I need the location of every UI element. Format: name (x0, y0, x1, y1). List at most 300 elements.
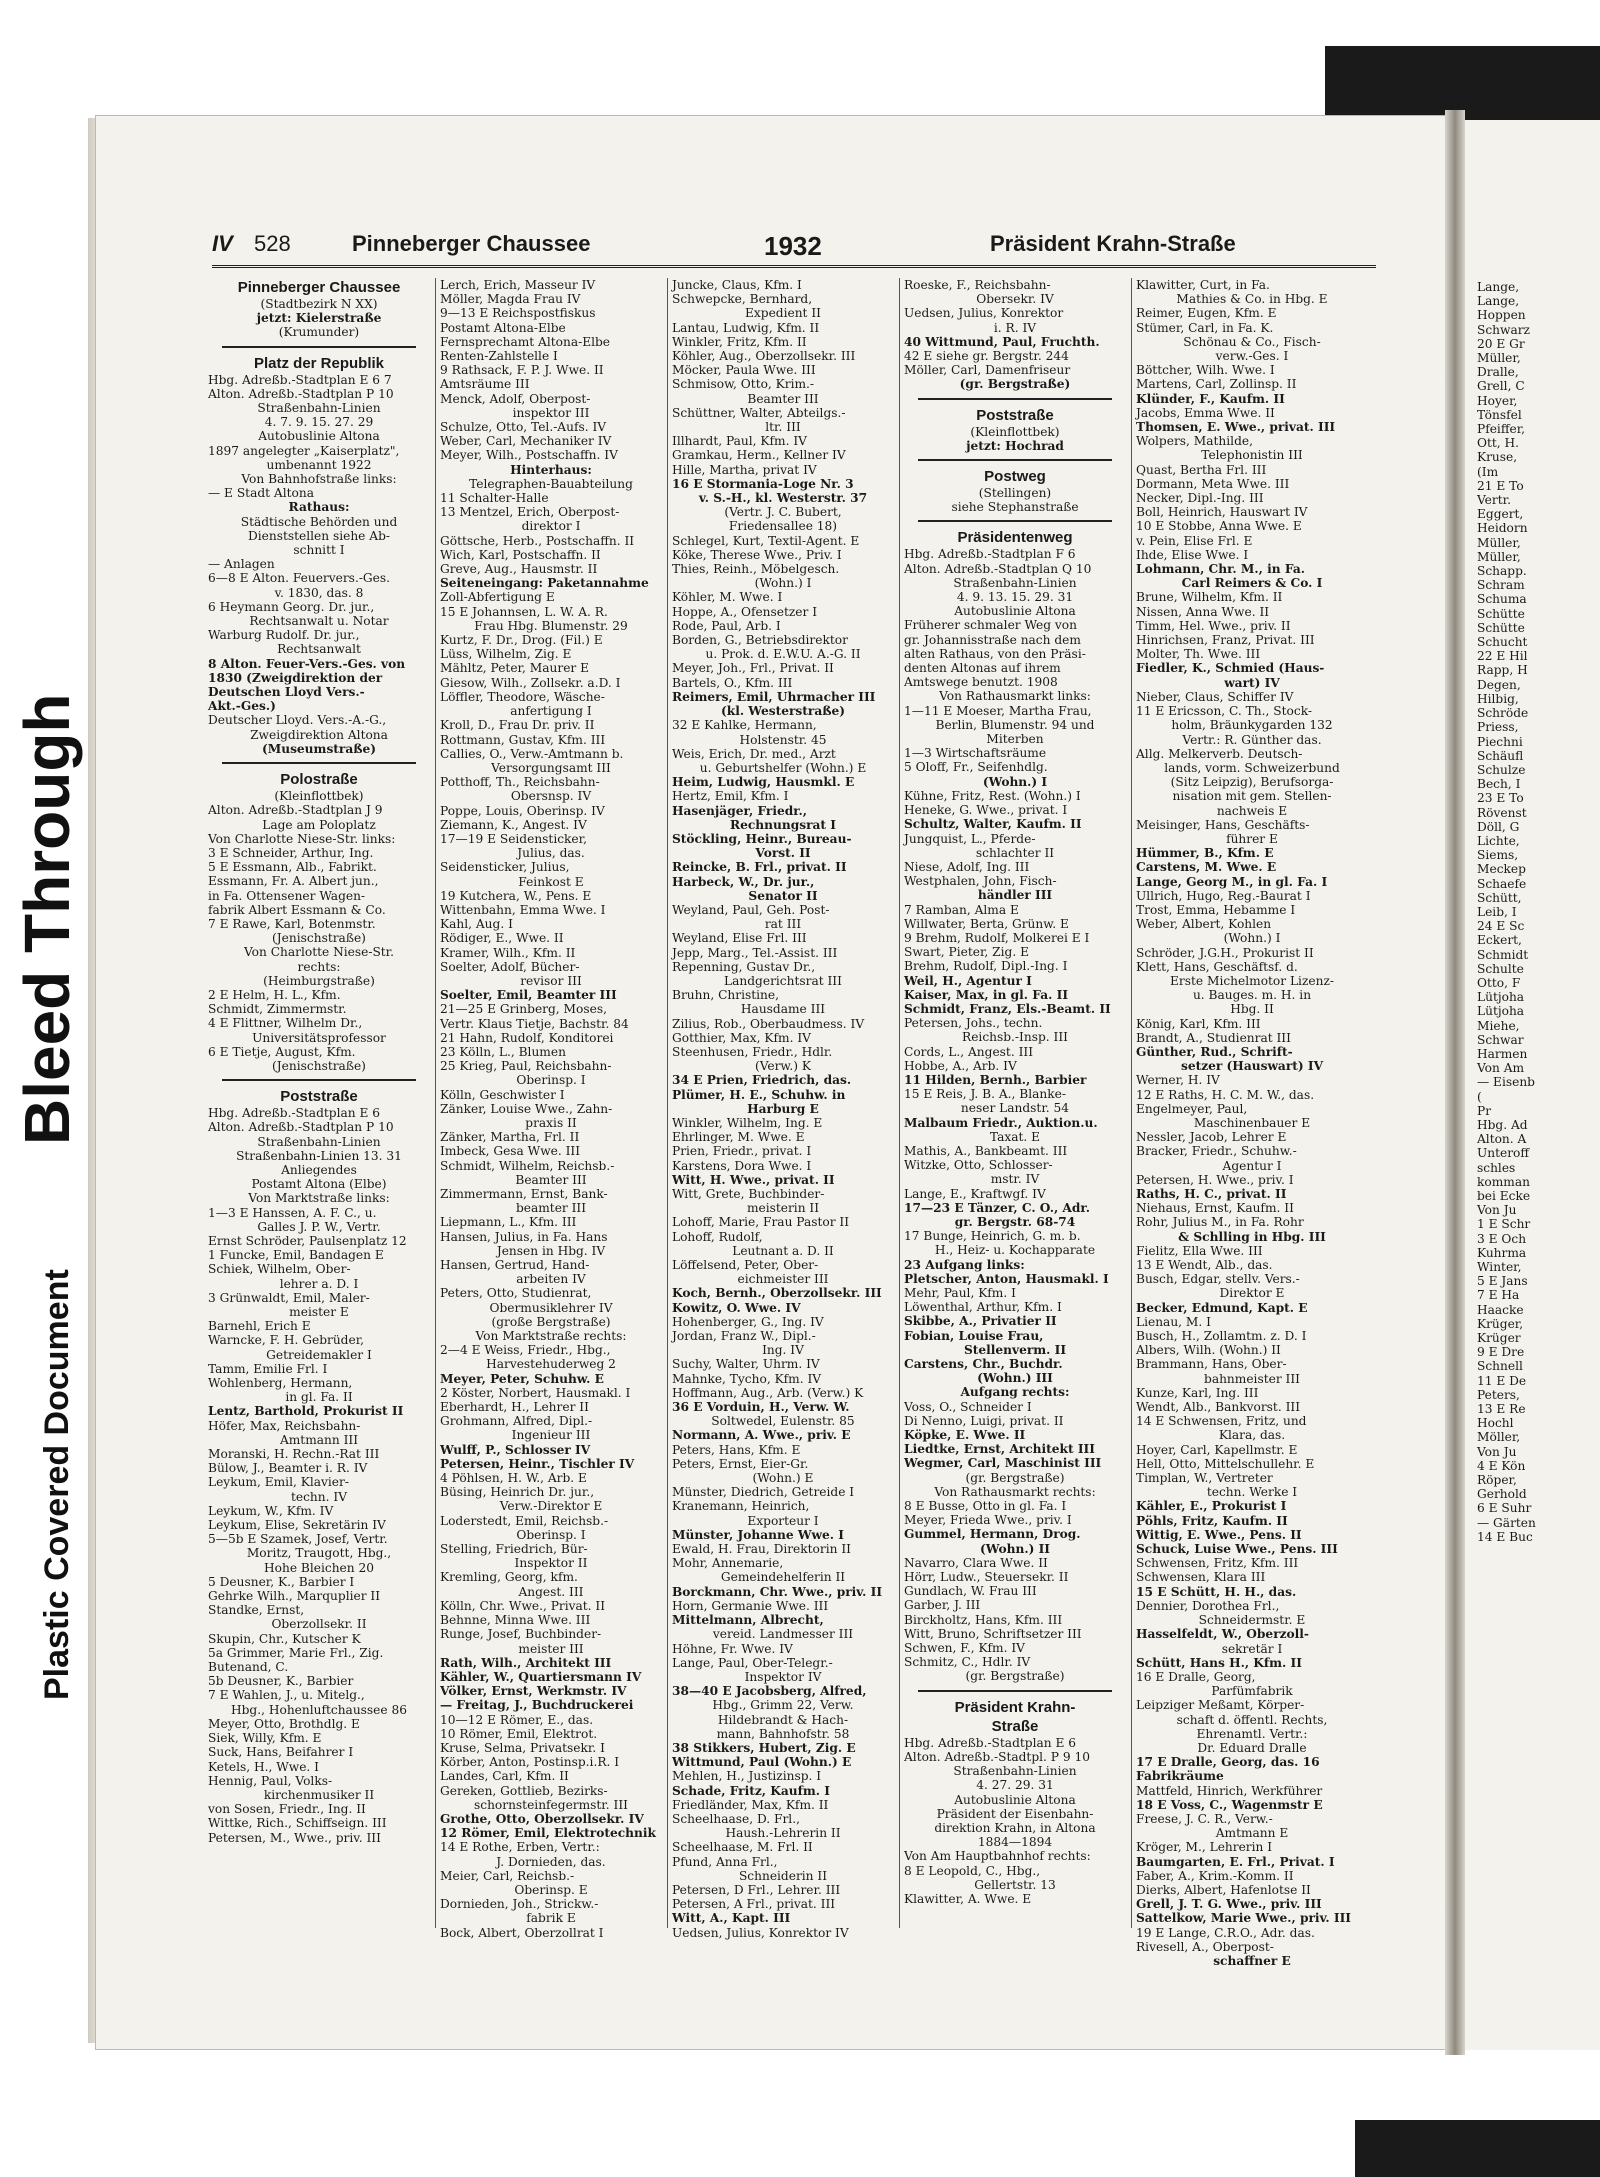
directory-entry: Jungquist, L., Pferde- (904, 831, 1036, 846)
directory-entry: vereid. Landmesser III (712, 1627, 854, 1642)
directory-entry: Gellertstr. 13 (974, 1877, 1056, 1892)
directory-entry: Pletscher, Anton, Hausmakl. I (904, 1271, 1109, 1286)
directory-entry: meister E (289, 1305, 349, 1319)
directory-entry: Höhne, Fr. Wwe. IV (672, 1641, 793, 1656)
directory-entry: Ernst Schröder, Paulsenplatz 12 (208, 1233, 407, 1248)
street-heading: Platz der Republik (253, 354, 385, 372)
next-page-entry: Röper, (1477, 1473, 1517, 1488)
next-page-entry: Hochl (1477, 1416, 1514, 1431)
directory-entry: Weyland, Paul, Geh. Post- (672, 902, 830, 917)
directory-entry: Behnne, Minna Wwe. III (440, 1613, 591, 1628)
directory-entry: rat III (764, 917, 802, 932)
directory-entry: Molter, Th. Wwe. III (1136, 647, 1261, 662)
directory-entry: Engelmeyer, Paul, (1136, 1101, 1248, 1116)
next-page-entry: Schütt, (1477, 890, 1522, 905)
directory-entry: Senator II (748, 888, 818, 903)
directory-entry: Kunze, Karl, Ing. III (1136, 1385, 1259, 1400)
directory-entry: Lage am Poloplatz (262, 817, 376, 832)
directory-entry: jetzt: Hochrad (966, 438, 1064, 453)
directory-entry: 5a Grimmer, Marie Frl., Zig. (208, 1645, 384, 1660)
directory-entry: Reimer, Eugen, Kfm. E (1136, 306, 1277, 321)
next-page-entry: Kuhrma (1477, 1245, 1527, 1260)
directory-entry: Rode, Paul, Arb. I (672, 618, 781, 633)
directory-entry: Friedländer, Max, Kfm. II (672, 1797, 829, 1812)
directory-entry: Carstens, Chr., Buchdr. (904, 1357, 1063, 1372)
directory-entry: Soelter, Adolf, Bücher- (440, 959, 580, 974)
directory-entry: eichmeister III (737, 1272, 829, 1287)
directory-entry: Möller, Carl, Damenfriseur (904, 363, 1071, 378)
directory-entry: Di Nenno, Luigi, privat. II (904, 1413, 1064, 1428)
next-page-entry: schles (1477, 1160, 1516, 1175)
directory-entry: Mittelmann, Albrecht, (672, 1613, 824, 1628)
directory-entry: (Wohn.) I (754, 576, 812, 591)
directory-entry: Menck, Adolf, Oberpost- (440, 391, 591, 406)
directory-entry: Schneiderin II (738, 1868, 828, 1883)
directory-entry: Pöhls, Fritz, Kaufm. II (1136, 1513, 1288, 1528)
directory-entry: Borckmann, Chr. Wwe., priv. II (672, 1584, 883, 1599)
directory-entry: Universitätsprofessor (252, 1030, 386, 1045)
directory-entry: Ingenieur III (511, 1428, 591, 1443)
directory-entry: Becker, Edmund, Kapt. E (1136, 1300, 1308, 1315)
next-page-entry: 1 E Schr (1477, 1217, 1531, 1232)
next-page-entry: Hoppen (1477, 308, 1526, 323)
directory-entry: von Sosen, Friedr., Ing. II (208, 1802, 366, 1817)
directory-entry: Karstens, Dora Wwe. I (672, 1158, 812, 1173)
directory-entry: Bracker, Friedr., Schuhw.- (1136, 1144, 1297, 1159)
directory-entry: Leykum, Elise, Sekretärin IV (208, 1518, 386, 1533)
next-page-entry: — Eisenb (1477, 1075, 1535, 1090)
directory-entry: Obersnsp. IV (510, 789, 592, 804)
directory-entry: ltr. III (765, 420, 801, 435)
directory-entry: Schmidt, Zimmermstr. (208, 1002, 347, 1017)
directory-entry: Mehr, Paul, Kfm. I (904, 1286, 1016, 1300)
directory-entry: Hoppe, A., Ofensetzer I (672, 604, 818, 619)
directory-entry: Wich, Karl, Postschaffn. II (440, 547, 601, 562)
directory-entry: Boll, Heinrich, Hauswart IV (1136, 505, 1308, 520)
directory-entry: Potthoff, Th., Reichsbahn- (440, 775, 600, 790)
directory-entry: Münster, Johanne Wwe. I (672, 1527, 844, 1542)
next-page-fragment (1465, 120, 1600, 2050)
directory-entry: Dornieden, Joh., Strickw.- (440, 1897, 599, 1912)
directory-entry: Callies, O., Verw.-Amtmann b. (440, 746, 624, 761)
directory-entry: (Kleinflottbek) (274, 789, 364, 804)
directory-entry: Winkler, Wilhelm, Ing. E (672, 1115, 823, 1130)
directory-entry: Ketels, H., Wwe. I (208, 1759, 319, 1774)
next-page-entry: Schulte (1477, 961, 1524, 976)
directory-entry: Deutschen Lloyd Vers.- (208, 685, 365, 700)
directory-entry: Witt, Grete, Buchbinder- (672, 1187, 825, 1201)
directory-entry: Dennier, Dorothea Frl., (1136, 1598, 1280, 1613)
directory-entry: Barnehl, Erich E (208, 1319, 311, 1334)
directory-entry: Ihde, Elise Wwe. I (1136, 547, 1249, 562)
directory-entry: Oberinsp. I (516, 1527, 586, 1542)
directory-entry: & Schlling in Hbg. III (1178, 1229, 1326, 1244)
directory-entry: Hbg. II (1230, 1002, 1274, 1017)
directory-entry: 5 Oloff, Fr., Seifenhdlg. (904, 760, 1048, 775)
directory-entry: nachweis E (1216, 803, 1288, 818)
directory-entry: (Jenischstraße) (272, 1058, 366, 1073)
directory-entry: Hildebrandt & Hach- (717, 1712, 849, 1727)
directory-entry: Stelling, Friedrich, Bür- (440, 1542, 588, 1557)
directory-entry: Schneidermstr. E (1198, 1613, 1306, 1628)
directory-entry: Jacobs, Emma Wwe. II (1136, 405, 1275, 420)
directory-entry: mann, Bahnhofstr. 58 (716, 1726, 850, 1741)
directory-entry: Seidensticker, Julius, (440, 860, 570, 875)
directory-entry: Kruse, Selma, Privatsekr. I (440, 1740, 605, 1755)
next-page-entry: Lange, (1477, 294, 1520, 309)
directory-entry: Kaiser, Max, in gl. Fa. II (904, 987, 1069, 1002)
directory-entry: Völker, Ernst, Werkmstr. IV (440, 1684, 627, 1699)
directory-entry: Hasselfeldt, W., Oberzoll- (1136, 1627, 1309, 1642)
directory-entry: fabrik E (526, 1911, 576, 1926)
directory-entry: Kahl, Aug. I (440, 917, 513, 932)
directory-entry: 5 E Essmann, Alb., Fabrikt. (208, 860, 377, 875)
directory-entry: Straßenbahn-Linien (257, 1134, 381, 1149)
next-page-entry: Lichte, (1477, 833, 1520, 848)
directory-entry: Lerch, Erich, Masseur IV (440, 278, 596, 292)
scan-black-tab-bottom (1355, 2120, 1600, 2177)
directory-entry: wart) IV (1224, 675, 1280, 690)
directory-entry: Bock, Albert, Oberzollrat I (440, 1925, 604, 1940)
directory-entry: Hbg., Grimm 22, Verw. (712, 1698, 854, 1713)
directory-entry: Petersen, M., Wwe., priv. III (208, 1830, 381, 1845)
directory-entry: Navarro, Clara Wwe. II (904, 1555, 1048, 1570)
directory-entry: alten Rathaus, von den Präsi- (904, 646, 1086, 661)
directory-entry: 1897 angelegter „Kaiserplatz", (208, 443, 400, 458)
next-page-entry: Müller, (1477, 535, 1521, 550)
directory-entry: Zänker, Martha, Frl. II (440, 1130, 580, 1145)
directory-entry: Mathies & Co. in Hbg. E (1176, 292, 1328, 307)
directory-entry: Rivesell, A., Oberpost- (1136, 1939, 1274, 1954)
directory-entry: Moranski, H. Rechn.-Rat III (208, 1447, 380, 1462)
directory-entry: 11 Hilden, Bernh., Barbier (904, 1072, 1087, 1087)
directory-entry: Amtmann III (279, 1432, 359, 1447)
directory-entry: Löffelsend, Peter, Ober- (672, 1258, 819, 1273)
directory-entry: mstr. IV (990, 1172, 1040, 1187)
directory-entry: (Stadtbezirk N XX) (260, 297, 378, 311)
directory-entry: jetzt: Kielerstraße (256, 311, 382, 326)
directory-entry: Witt, Bruno, Schriftsetzer III (904, 1626, 1082, 1641)
directory-entry: siehe Stephanstraße (951, 500, 1079, 515)
directory-entry: Witzke, Otto, Schlosser- (904, 1158, 1053, 1173)
directory-entry: Suchy, Walter, Uhrm. IV (672, 1357, 820, 1372)
directory-entry: Hansen, Julius, in Fa. Hans (440, 1229, 608, 1244)
next-page-column (1477, 280, 1597, 2035)
next-page-entry: Grell, C (1477, 379, 1525, 394)
directory-entry: Deutscher Lloyd. Vers.-A.-G., (208, 713, 387, 728)
directory-entry: Fiedler, K., Schmied (Haus- (1136, 661, 1325, 676)
directory-entry: v. S.-H., kl. Westerstr. 37 (698, 491, 868, 506)
directory-entry: Hell, Otto, Mittelschullehr. E (1136, 1456, 1315, 1471)
directory-entry: Hertz, Emil, Kfm. I (672, 789, 789, 804)
directory-entry: Löwenthal, Arthur, Kfm. I (904, 1300, 1062, 1315)
directory-entry: Lohoff, Rudolf, (672, 1229, 763, 1244)
directory-entry: Hbg. Adreßb.-Stadtplan E 6 (904, 1735, 1076, 1750)
directory-entry: Straßenbahn-Linien (257, 401, 381, 416)
directory-entry: Hennig, Paul, Volks- (208, 1773, 333, 1788)
directory-entry: Kähler, E., Prokurist I (1136, 1499, 1287, 1514)
section-rule (918, 459, 1112, 461)
directory-entry: Von Charlotte Niese-Str. (243, 945, 395, 960)
directory-entry: Hille, Martha, privat IV (672, 462, 817, 477)
directory-entry: 8 Alton. Feuer-Vers.-Ges. von (208, 656, 406, 671)
directory-entry: Uedsen, Julius, Konrektor (904, 306, 1064, 321)
directory-entry: 17—23 E Tänzer, C. O., Adr. (904, 1200, 1090, 1215)
next-page-entry: Hbg. Ad (1477, 1117, 1528, 1132)
directory-entry: 9 Rathsack, F. P. J. Wwe. II (440, 363, 604, 378)
directory-entry: Siek, Willy, Kfm. E (208, 1731, 322, 1746)
directory-entry: Versorgungsamt III (491, 760, 611, 775)
directory-entry: Lentz, Barthold, Prokurist II (208, 1404, 404, 1419)
directory-entry: Petersen, D Frl., Lehrer. III (672, 1882, 841, 1897)
directory-entry: Harbeck, W., Dr. jur., (672, 874, 815, 889)
directory-entry: i. R. IV (993, 320, 1037, 335)
directory-entry: Plümer, H. E., Schuhw. in (672, 1087, 846, 1102)
directory-entry: J. Dornieden, das. (496, 1854, 606, 1869)
next-page-entry: Schapp. (1477, 564, 1527, 579)
directory-entry: Früherer schmaler Weg von (904, 618, 1077, 633)
directory-entry: Leykum, W., Kfm. IV (208, 1503, 334, 1518)
next-page-entry: Heidorn (1477, 521, 1528, 536)
next-page-entry: Krüger, (1477, 1316, 1524, 1331)
directory-entry: setzer (Hauswart) IV (1180, 1059, 1324, 1074)
directory-entry: Rottmann, Gustav, Kfm. III (440, 732, 606, 747)
directory-entry: Rödiger, E., Wwe. II (440, 931, 564, 946)
directory-entry: 13 E Wendt, Alb., das. (1136, 1258, 1273, 1273)
next-page-entry: Krüger (1477, 1331, 1521, 1346)
directory-entry: Mohr, Annemarie, (672, 1556, 784, 1571)
directory-entry: Faber, A., Krim.-Komm. II (1136, 1868, 1294, 1883)
directory-entry: v. 1830, das. 8 (274, 585, 364, 600)
directory-entry: anfertigung I (510, 704, 592, 719)
directory-entry: Liedtke, Ernst, Architekt III (904, 1442, 1095, 1457)
directory-entry: Jensen in Hbg. IV (496, 1243, 606, 1258)
next-page-entry: Eckert, (1477, 933, 1522, 948)
section-rule (222, 346, 416, 348)
directory-entry: 14 E Rothe, Erben, Vertr.: (440, 1840, 600, 1855)
directory-entry: — Freitag, J., Buchdruckerei (440, 1698, 634, 1713)
directory-entry: Hohenberger, G., Ing. IV (672, 1314, 824, 1329)
next-page-entry: Schmidt (1477, 947, 1529, 962)
directory-entry: gr. Johannisstraße nach dem (904, 632, 1081, 647)
directory-entry: Ehrenamtl. Vertr.: (1196, 1726, 1308, 1741)
directory-entry: Wohlenberg, Hermann, (208, 1376, 353, 1391)
directory-entry: Thies, Reinh., Möbelgesch. (672, 562, 840, 577)
directory-entry: techn. Werke I (1206, 1485, 1298, 1500)
directory-entry: Poppe, Louis, Oberinsp. IV (440, 803, 605, 818)
next-page-entry: Ott, H. (1477, 436, 1520, 451)
directory-entry: Günther, Rud., Schrift- (1136, 1044, 1293, 1059)
directory-entry: Köhler, Aug., Oberzollsekr. III (672, 349, 856, 364)
directory-entry: sekretär I (1221, 1641, 1283, 1656)
directory-entry: Uedsen, Julius, Konrektor IV (672, 1925, 849, 1940)
directory-entry: Hansen, Gertrud, Hand- (440, 1258, 590, 1273)
directory-entry: Brehm, Rudolf, Dipl.-Ing. I (904, 959, 1068, 974)
directory-entry: Petersen, Johs., techn. (904, 1016, 1043, 1031)
directory-entry: 18 E Voss, C., Wagenmstr E (1136, 1797, 1323, 1812)
directory-entry: Von Marktstraße links: (248, 1191, 390, 1206)
directory-entry: Brune, Wilhelm, Kfm. II (1136, 590, 1283, 605)
directory-entry: Hümmer, B., Kfm. E (1136, 846, 1274, 861)
directory-entry: Autobuslinie Altona (258, 429, 380, 444)
directory-entry: praxis II (525, 1115, 577, 1130)
directory-entry: (gr. Bergstraße) (965, 1470, 1065, 1485)
directory-entry: Moritz, Traugott, Hbg., (246, 1546, 392, 1561)
directory-entry: Klawitter, A. Wwe. E (904, 1891, 1032, 1906)
directory-entry: Carstens, M. Wwe. E (1136, 860, 1277, 875)
directory-entry: Essmann, Fr. A. Albert jun., (208, 874, 379, 889)
directory-entry: nisation mit gem. Stellen- (1172, 789, 1332, 804)
directory-entry: — Anlagen (208, 557, 275, 572)
directory-entry: (Wohn.) II (980, 1541, 1050, 1556)
directory-entry: Harvestehuderweg 2 (486, 1357, 616, 1372)
directory-entry: Reichsb.-Insp. III (962, 1030, 1068, 1045)
directory-entry: Necker, Dipl.-Ing. III (1136, 491, 1264, 506)
next-page-entry: Schröde (1477, 706, 1529, 721)
next-page-entry: 4 E Kön (1477, 1458, 1526, 1473)
directory-column-5 (1136, 278, 1368, 1968)
directory-entry: Obermusiklehrer IV (489, 1300, 613, 1315)
directory-entry: 40 Wittmund, Paul, Fruchth. (904, 334, 1100, 349)
directory-entry: Akt.-Ges.) (208, 699, 276, 714)
directory-entry: (Wohn.) III (977, 1371, 1053, 1386)
directory-entry: 16 E Stormania-Loge Nr. 3 (672, 476, 854, 491)
directory-entry: Agentur I (1222, 1158, 1282, 1173)
next-page-entry: Schütte (1477, 620, 1525, 635)
directory-entry: (Sitz Leipzig), Berufsorga- (1170, 775, 1334, 790)
directory-entry: 10—12 E Römer, E., das. (440, 1712, 594, 1727)
directory-entry: bahnmeister III (1204, 1371, 1300, 1386)
directory-entry: Amtsräume III (440, 377, 530, 392)
directory-entry: Horn, Germanie Wwe. III (672, 1598, 829, 1613)
directory-entry: Dr. Eduard Dralle (1197, 1740, 1307, 1755)
directory-entry: 8 E Leopold, C., Hbg., (904, 1863, 1041, 1878)
directory-entry: 25 Krieg, Paul, Reichsbahn- (440, 1059, 612, 1074)
directory-entry: (Kleinflottbek) (970, 424, 1060, 439)
directory-entry: Dienststellen siehe Ab- (247, 528, 390, 543)
directory-entry: Gundlach, W. Frau III (904, 1584, 1037, 1599)
directory-entry: 36 E Vorduin, H., Verw. W. (672, 1400, 850, 1415)
directory-entry: Weil, H., Agentur I (904, 973, 1032, 988)
directory-entry: (Verw.) K (754, 1059, 812, 1074)
directory-entry: 14 E Schwensen, Fritz, und (1136, 1414, 1307, 1429)
directory-entry: schornsteinfegermstr. III (473, 1797, 628, 1812)
directory-entry: 7 E Rawe, Karl, Botenmstr. (208, 916, 376, 931)
directory-entry: Hoffmann, Aug., Arb. (Verw.) K (672, 1385, 864, 1400)
directory-entry: 34 E Prien, Friedrich, das. (672, 1073, 852, 1088)
directory-entry: 1830 (Zweigdirektion der (208, 670, 383, 685)
directory-entry: Amtswege benutzt. 1908 (904, 675, 1058, 690)
directory-entry: (große Bergstraße) (491, 1314, 611, 1329)
directory-entry: Swart, Pieter, Zig. E (904, 945, 1029, 960)
directory-entry: Reincke, B. Frl., privat. II (672, 860, 847, 875)
directory-entry: Miterben (986, 732, 1044, 747)
directory-entry: 2—4 E Weiss, Friedr., Hbg., (440, 1343, 611, 1358)
directory-entry: Lange, Georg M., in gl. Fa. I (1136, 874, 1328, 889)
directory-entry: (Heimburgstraße) (263, 973, 375, 988)
directory-entry: Scheelhaase, M. Frl. II (672, 1840, 813, 1855)
directory-entry: u. Bauges. m. H. in (1192, 988, 1312, 1003)
next-page-entry: Pfeiffer, (1477, 422, 1526, 437)
directory-entry: Steenhusen, Friedr., Hdlr. (672, 1044, 833, 1059)
directory-entry: Loderstedt, Emil, Reichsb.- (440, 1513, 609, 1528)
page-header (212, 225, 1376, 268)
directory-entry: Von Charlotte Niese-Str. links: (208, 831, 396, 846)
next-page-entry: 9 E Dre (1477, 1345, 1525, 1360)
directory-entry: schaft d. öffentl. Rechts, (1176, 1712, 1328, 1727)
directory-entry: Hinrichsen, Franz, Privat. III (1136, 633, 1315, 648)
directory-entry: Hbg. Adreßb.-Stadtplan E 6 7 (208, 372, 392, 387)
directory-entry: Holstenstr. 45 (739, 732, 827, 747)
directory-entry: Niehaus, Ernst, Kaufm. II (1136, 1201, 1294, 1216)
directory-entry: (Museumstraße) (261, 741, 377, 756)
directory-entry: Leipziger Meßamt, Körper- (1136, 1698, 1305, 1713)
directory-entry: Warburg Rudolf. Dr. jur., (208, 628, 360, 643)
directory-entry: Ullrich, Hugo, Reg.-Baurat I (1136, 888, 1311, 903)
directory-entry: 19 E Lange, C.R.O., Adr. das. (1136, 1925, 1315, 1940)
directory-column-4 (904, 278, 1126, 1933)
directory-entry: Parfümfabrik (1211, 1684, 1293, 1699)
directory-entry: Wegmer, Carl, Maschinist III (904, 1456, 1102, 1471)
directory-entry: 23 Kölln, L., Blumen (440, 1044, 566, 1059)
next-page-entry: — Gärten (1477, 1515, 1536, 1530)
directory-entry: Fielitz, Ella Wwe. III (1136, 1243, 1263, 1258)
year-heading: 1932 (764, 231, 822, 261)
directory-entry: Hoyer, Carl, Kapellmstr. E (1136, 1442, 1298, 1457)
directory-entry: (Wohn.) I (1223, 931, 1281, 946)
directory-entry: Bartels, O., Kfm. III (672, 675, 793, 690)
directory-entry: Hbg., Hohenluftchaussee 86 (231, 1702, 407, 1717)
directory-entry: Raths, H. C., privat. II (1136, 1187, 1287, 1201)
next-page-entry: 13 E Re (1477, 1402, 1526, 1417)
directory-entry: Reimers, Emil, Uhrmacher III (672, 689, 876, 704)
directory-entry: Skupin, Chr., Kutscher K (208, 1631, 361, 1646)
directory-entry: Zoll-Abfertigung E (440, 590, 555, 605)
directory-entry: Schlegel, Kurt, Textil-Agent. E (672, 533, 860, 548)
directory-entry: Kurtz, F. Dr., Drog. (Fil.) E (440, 633, 603, 648)
section-rule (918, 520, 1112, 522)
next-page-entry: Möller, (1477, 1430, 1521, 1445)
next-page-entry: Schäufl (1477, 748, 1524, 763)
directory-entry: 3 E Schneider, Arthur, Ing. (208, 845, 374, 860)
directory-entry: Autobuslinie Altona (954, 604, 1076, 619)
directory-entry: neser Landstr. 54 (960, 1101, 1070, 1116)
directory-entry: König, Karl, Kfm. III (1136, 1016, 1261, 1031)
directory-entry: 15 E Schütt, H. H., das. (1136, 1584, 1297, 1599)
directory-entry: arbeiten IV (516, 1272, 586, 1287)
directory-entry: 4 Pöhlsen, H. W., Arb. E (440, 1471, 587, 1486)
directory-entry: Gramkau, Herm., Kellner IV (672, 448, 846, 463)
directory-entry: in gl. Fa. II (285, 1390, 353, 1405)
directory-entry: Trost, Emma, Hebamme I (1136, 902, 1296, 917)
plastic-covered-label: Plastic Covered Document (38, 1269, 76, 1700)
directory-entry: Von Rathausmarkt rechts: (934, 1484, 1096, 1499)
directory-entry: Frau Hbg. Blumenstr. 29 (474, 618, 628, 633)
directory-entry: Schwensen, Klara III (1136, 1570, 1266, 1585)
street-heading: Straße (991, 1717, 1039, 1735)
directory-entry: Alton. Adreßb.-Stadtplan P 10 (208, 1120, 394, 1135)
next-page-entry: Lütjoha (1477, 1004, 1525, 1019)
next-page-entry: Alton. A (1477, 1132, 1527, 1147)
directory-entry: Schwensen, Fritz, Kfm. III (1136, 1556, 1299, 1571)
directory-entry: Willwater, Berta, Grünw. E (904, 916, 1069, 931)
directory-entry: Schwepcke, Bernhard, (672, 292, 813, 307)
directory-entry: 21—25 E Grinberg, Moses, (440, 1002, 607, 1017)
directory-entry: meisterin II (746, 1201, 820, 1216)
directory-entry: (Krumunder) (278, 325, 360, 340)
directory-entry: Schiek, Wilhelm, Ober- (208, 1262, 351, 1277)
directory-entry: denten Altonas auf ihrem (904, 661, 1061, 676)
